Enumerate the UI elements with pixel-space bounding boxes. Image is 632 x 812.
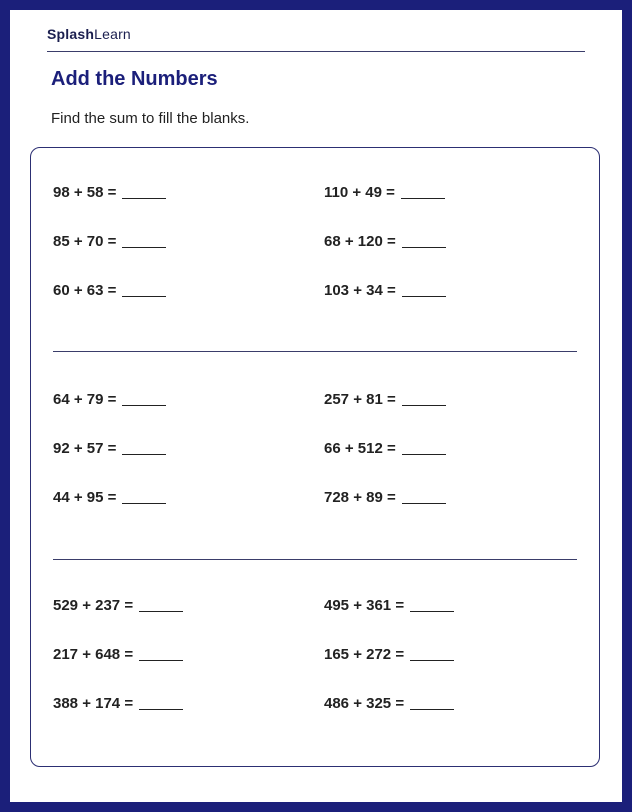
problem-text: 44 + 95 = xyxy=(53,489,117,506)
answer-blank[interactable] xyxy=(402,295,446,297)
brand-bold: Splash xyxy=(47,26,95,42)
answer-blank[interactable] xyxy=(139,610,183,612)
problem-item xyxy=(324,391,446,408)
splashlearn-logo xyxy=(47,26,131,42)
problem-item xyxy=(324,233,446,250)
problem-text: 64 + 79 = xyxy=(53,391,117,408)
answer-blank[interactable] xyxy=(402,502,446,504)
problem-text: 728 + 89 = xyxy=(324,489,396,506)
worksheet-page xyxy=(10,10,622,802)
problem-item xyxy=(53,597,183,614)
answer-blank[interactable] xyxy=(402,246,446,248)
answer-blank[interactable] xyxy=(122,502,166,504)
answer-blank[interactable] xyxy=(139,708,183,710)
problems-box xyxy=(30,147,600,767)
problem-item xyxy=(324,597,454,614)
answer-blank[interactable] xyxy=(402,453,446,455)
problem-text: 103 + 34 = xyxy=(324,282,396,299)
problem-item xyxy=(324,184,445,201)
problem-item xyxy=(53,440,166,457)
page-title: Add the Numbers xyxy=(51,68,218,90)
problem-item xyxy=(53,646,183,663)
answer-blank[interactable] xyxy=(402,404,446,406)
problem-item xyxy=(324,440,446,457)
section-divider xyxy=(53,351,577,352)
answer-blank[interactable] xyxy=(410,708,454,710)
answer-blank[interactable] xyxy=(139,659,183,661)
header-divider xyxy=(47,51,585,52)
problem-item xyxy=(53,233,166,250)
problem-text: 486 + 325 = xyxy=(324,695,405,712)
problem-item xyxy=(324,282,446,299)
problem-item xyxy=(53,391,166,408)
problem-text: 66 + 512 = xyxy=(324,440,396,457)
problem-text: 495 + 361 = xyxy=(324,597,405,614)
problem-item xyxy=(53,184,166,201)
problem-text: 217 + 648 = xyxy=(53,646,134,663)
answer-blank[interactable] xyxy=(122,453,166,455)
problem-text: 529 + 237 = xyxy=(53,597,134,614)
instruction-text: Find the sum to fill the blanks. xyxy=(51,110,250,127)
problem-text: 110 + 49 = xyxy=(324,184,395,201)
answer-blank[interactable] xyxy=(122,197,166,199)
problem-text: 68 + 120 = xyxy=(324,233,396,250)
section-divider xyxy=(53,559,577,560)
problem-text: 60 + 63 = xyxy=(53,282,117,299)
problem-item xyxy=(53,695,183,712)
problem-text: 92 + 57 = xyxy=(53,440,117,457)
problem-item xyxy=(324,695,454,712)
answer-blank[interactable] xyxy=(122,295,166,297)
answer-blank[interactable] xyxy=(401,197,445,199)
problem-item xyxy=(53,489,166,506)
problem-text: 257 + 81 = xyxy=(324,391,396,408)
answer-blank[interactable] xyxy=(410,659,454,661)
problem-item xyxy=(324,646,454,663)
answer-blank[interactable] xyxy=(122,246,166,248)
answer-blank[interactable] xyxy=(122,404,166,406)
problem-text: 388 + 174 = xyxy=(53,695,134,712)
problem-item xyxy=(53,282,166,299)
problem-text: 98 + 58 = xyxy=(53,184,117,201)
brand-regular: Learn xyxy=(94,26,131,42)
problem-text: 85 + 70 = xyxy=(53,233,117,250)
problem-text: 165 + 272 = xyxy=(324,646,405,663)
problem-item xyxy=(324,489,446,506)
answer-blank[interactable] xyxy=(410,610,454,612)
